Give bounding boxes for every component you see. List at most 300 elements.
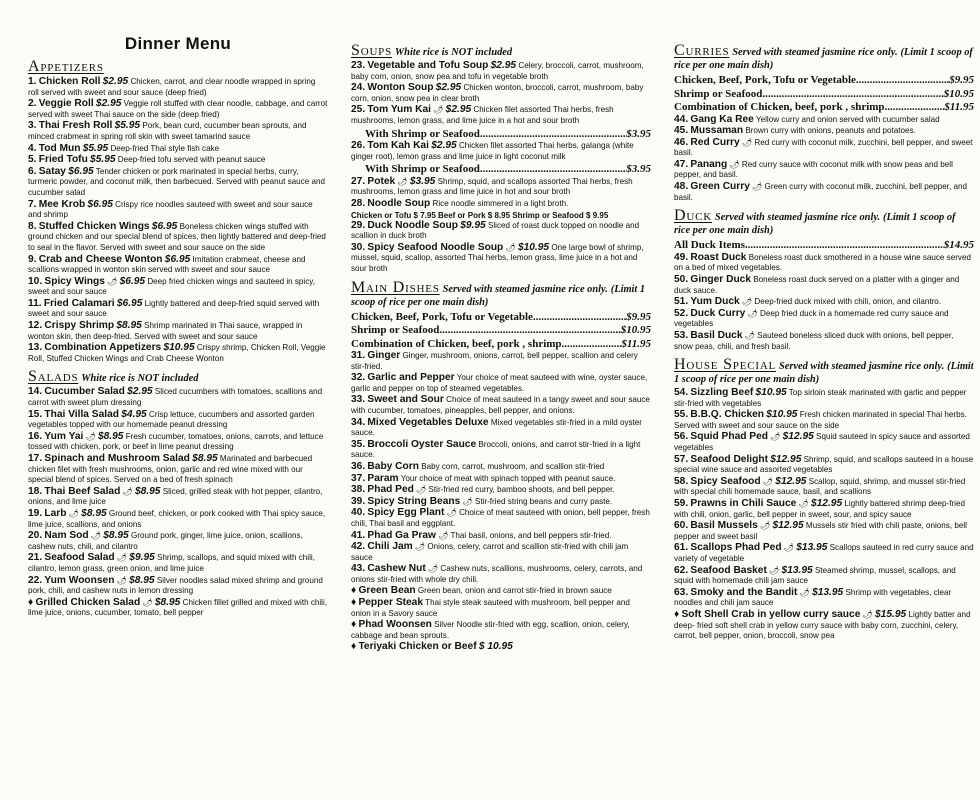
chili-pepper-icon: 🌶︎ (416, 485, 427, 495)
menu-item (674, 588, 974, 609)
item-number: 63. (674, 586, 689, 598)
item-description: Veggie roll stuffed with clear noodle, cabbage, and carrot served with sweet Thai sauce on the side (deep fried) (28, 99, 328, 119)
item-price: $5.95 (114, 120, 141, 132)
price-row-price: $14.95 (943, 239, 974, 252)
menu-item (351, 418, 651, 439)
item-number: 27. (351, 175, 366, 187)
section-heading: House Special (674, 356, 777, 374)
item-description: Green curry with coconut milk, zucchini, bell pepper, and basil. (674, 182, 967, 202)
chili-pepper-icon: 🌶︎ (747, 308, 758, 318)
menu-item (28, 454, 328, 486)
item-number: 59. (674, 498, 689, 510)
price-row (674, 74, 974, 88)
item-name: Crispy Shrimp (44, 320, 115, 332)
menu-item (351, 199, 651, 210)
menu-item (674, 566, 974, 587)
item-name: Spicy Egg Plant (367, 507, 445, 519)
item-number: 28. (351, 197, 366, 209)
menu-item (674, 477, 974, 498)
item-name: Basil Mussels (690, 520, 758, 532)
item-description: Crispy shrimp, Chicken Roll, Veggie Roll, Stuffed Chicken Wings and Crab Cheese Wonton (28, 343, 326, 363)
menu-item (674, 138, 974, 159)
item-description: Sliced cucumbers with tomatoes, scallions and carrot with sweet plum dressing (28, 387, 323, 408)
item-number: 44. (674, 113, 689, 125)
section-note: White rice is NOT included (81, 373, 199, 385)
item-price: $10.95 (755, 387, 787, 399)
item-description: Lightly battered shrimp deep-fried with chili, onion, garlic, bell pepper in sweet, sour, and spicy sauce (674, 499, 965, 519)
item-name: Vegetable and Tofu Soup (367, 60, 489, 71)
menu-item (674, 182, 974, 203)
item-price: $8.95 (129, 574, 155, 586)
item-description: Tender chicken or pork marinated in special herbs, curry, turmeric powder, and coconut milk, then barbecued. Served with peanut sauce and cucumber salad (28, 166, 325, 197)
item-price: $6.95 (87, 198, 113, 210)
item-name: Seafood Delight (690, 453, 768, 465)
price-row (674, 88, 974, 102)
menu-item (674, 160, 974, 181)
item-name: Soft Shell Crab in yellow curry sauce (681, 608, 861, 620)
item-number: 31. (351, 350, 366, 361)
menu-item (28, 576, 328, 597)
menu-item (351, 485, 651, 496)
item-description: Pork, bean curd, cucumber bean sprouts, and minced crabmeat in spring roll skin with sweet tamarind sauce (28, 121, 307, 141)
item-name: Seafood Basket (690, 564, 767, 576)
item-number: 8. (28, 220, 37, 232)
item-number: 60. (674, 520, 689, 532)
section-appetizers (28, 60, 328, 364)
section-note: Served with steamed jasmine rice only. (732, 47, 898, 58)
item-description: Deep-fried duck mixed with chili, onion, and cilantro. (754, 297, 942, 307)
item-description: Deep-fried tofu served with peanut sauce (117, 155, 266, 165)
menu-item (28, 155, 328, 166)
dot-leader (439, 324, 620, 338)
item-description: Steamed shrimp, mussel, scallops, and squid with homemade chili jam sauce (674, 565, 956, 586)
item-name: Ginger (367, 350, 401, 361)
item-name: Yum Woonsen (44, 574, 115, 586)
item-number: 5. (28, 154, 37, 166)
chili-pepper-icon: 🌶︎ (397, 176, 408, 186)
section-heading: Salads (28, 368, 79, 386)
item-price: $8.95 (134, 485, 161, 497)
item-name: Wonton Soup (367, 82, 434, 94)
item-number: 49. (674, 251, 689, 263)
item-price: $12.95 (810, 498, 843, 510)
item-name: Param (367, 472, 399, 484)
item-price: $12.95 (775, 475, 807, 487)
menu-item (674, 432, 974, 453)
page-title: Dinner Menu (124, 34, 232, 53)
price-list (351, 311, 651, 352)
menu-item (674, 455, 974, 476)
menu-item (351, 373, 651, 394)
menu-item (674, 309, 974, 330)
item-description: Scallop, squid, shrimp, and mussel stir-fried with special chili homemade sauce, basil, and scallions (674, 476, 966, 497)
item-name: Roast Duck (690, 251, 747, 263)
item-description: Chicken, carrot, and clear noodle wrapped in spring roll served with sweet and sour sauce (deep fried) (28, 77, 316, 97)
item-number: ♦ (351, 597, 357, 609)
item-price: $13.95 (781, 564, 813, 576)
menu-item (28, 531, 328, 552)
menu-item (351, 83, 651, 104)
item-number: 41. (351, 529, 366, 541)
price-row-price: $11.95 (621, 337, 651, 350)
item-number: 52. (674, 307, 689, 319)
item-price: $8.95 (154, 596, 181, 608)
item-name: Baby Corn (367, 460, 419, 472)
item-number: 13. (28, 342, 43, 354)
item-price: $6.95 (116, 297, 143, 309)
chili-pepper-icon: 🌶︎ (729, 159, 740, 169)
item-name: Potek (367, 175, 396, 187)
item-name: Yum Yai (44, 430, 84, 442)
menu-item (351, 61, 651, 82)
menu-column-1 (28, 0, 328, 800)
item-name: Panang (690, 158, 728, 170)
dot-leader (480, 163, 626, 177)
chili-pepper-icon: 🌶︎ (438, 530, 449, 540)
menu-item (351, 497, 651, 508)
dot-leader (745, 239, 944, 253)
item-number: ♦ (674, 608, 680, 620)
menu-item (28, 598, 328, 619)
item-number: 56. (674, 431, 689, 443)
chili-pepper-icon: 🌶︎ (414, 542, 426, 552)
section-heading: Duck (674, 207, 712, 225)
menu-column-3 (674, 0, 974, 800)
item-number: 25. (351, 104, 366, 116)
item-name: Ginger Duck (690, 273, 751, 285)
item-description: Ground pork, ginger, lime juice, onion, scallions, cashew nuts, chili, and cilantro (28, 531, 303, 551)
menu-item (674, 331, 974, 352)
chili-pepper-icon: 🌶︎ (769, 565, 780, 575)
item-number: 33. (351, 394, 366, 406)
item-description: Mussels stir fried with chili paste, onions, bell pepper and sweet basil (674, 521, 967, 541)
item-name: Tom Yum Kai (367, 104, 432, 116)
menu-item (674, 521, 974, 542)
item-description: Silver Noodle stir-fried with egg, scallion, onion, celery, cabbage and bean sprouts. (351, 620, 630, 640)
item-price: $10.95 (517, 241, 550, 253)
menu-item (351, 508, 651, 529)
item-name: Spicy Seafood Noodle Soup (367, 241, 504, 253)
item-description: Marinated and barbecued chicken filet with fresh mushrooms, onion, garlic and red wine mixed with our special blend of spices. Served on a bed of fresh spinach (28, 454, 313, 485)
item-price: $6.95 (68, 165, 94, 177)
menu-item (351, 105, 651, 126)
menu-item (351, 642, 651, 653)
item-name: Spicy String Beans (367, 495, 461, 507)
item-number: 11. (28, 297, 42, 309)
menu-item (674, 297, 974, 308)
item-description: Sauteed boneless sliced duck with onions, bell pepper, snow peas, chili, and fresh basil. (674, 330, 954, 351)
item-description: Chicken fillet grilled and mixed with chili, lime juice, onions, cucumber, tomato, bell pepper (28, 597, 328, 618)
item-number: 24. (351, 82, 366, 94)
item-list (28, 77, 328, 364)
price-row-label: Chicken, Beef, Pork, Tofu or Vegetable (351, 310, 533, 323)
chili-pepper-icon: 🌶︎ (505, 242, 516, 252)
item-price: $6.95 (119, 275, 146, 287)
section-note: Served with steamed jasmine rice only. (442, 283, 608, 295)
item-number: 51. (674, 296, 689, 308)
item-name: Cashew Nut (367, 563, 426, 575)
item-number: 36. (351, 460, 366, 472)
item-name: Smoky and the Bandit (690, 586, 798, 598)
menu-item (28, 321, 328, 342)
menu-item (351, 141, 651, 162)
item-name: Chili Jam (367, 541, 413, 553)
chili-pepper-icon: 🌶︎ (760, 521, 771, 531)
menu-item (351, 221, 651, 242)
item-number: 39. (351, 495, 366, 507)
item-name: Thai Fresh Roll (38, 120, 113, 132)
item-number: 17. (28, 453, 43, 464)
item-price: $3.95 (409, 175, 436, 187)
chili-pepper-icon: 🌶︎ (116, 575, 127, 585)
menu-item (351, 531, 651, 542)
item-description: Choice of meat sauteed with onion, bell pepper, fresh chili, Thai basil and eggplant. (351, 508, 650, 528)
item-number: 43. (351, 563, 366, 575)
item-number: 12. (28, 320, 43, 332)
menu-item (351, 462, 651, 473)
item-name: Grilled Chicken Salad (35, 596, 141, 608)
chili-pepper-icon: 🌶︎ (770, 432, 781, 442)
item-name: Spicy Wings (44, 275, 105, 287)
section-curries (674, 44, 974, 203)
section-soups (351, 44, 651, 275)
item-name: Tom Kah Kai (367, 140, 429, 152)
item-name: Phad Ped (367, 484, 414, 496)
chili-pepper-icon: 🌶︎ (798, 499, 809, 509)
item-description: Imitation crabmeat, cheese and scallions wrapped in wonton skin served with sweet and sour sauce (28, 254, 306, 275)
chili-pepper-icon: 🌶︎ (142, 597, 153, 607)
item-sub-option (351, 163, 651, 177)
menu-item (28, 144, 328, 155)
item-number: 54. (674, 387, 689, 399)
item-number: ♦ (28, 596, 34, 608)
section-note-limit: (Limit 1 scoop of rice per one main dish) (674, 47, 973, 71)
price-row-price: $9.95 (949, 74, 974, 86)
section-note: White rice is NOT included (394, 47, 513, 58)
item-price: $10.95 (766, 409, 798, 421)
menu-item (28, 343, 328, 364)
chili-pepper-icon: 🌶︎ (799, 587, 810, 597)
chili-pepper-icon: 🌶︎ (116, 553, 128, 563)
price-row-label: Combination of Chicken, beef, pork , shrimp (351, 337, 562, 350)
item-number: 20. (28, 530, 43, 542)
menu-item (28, 299, 328, 320)
menu-item (674, 275, 974, 296)
item-number: 15. (28, 408, 43, 420)
chili-pepper-icon: 🌶︎ (107, 276, 118, 286)
item-description: Celery, broccoli, carrot, mushroom, baby corn, onion, snow pea and tofu in vegetable broth (351, 61, 644, 81)
menu-item (674, 253, 974, 274)
section-note: Served with steamed jasmine rice only. (778, 361, 945, 373)
item-description: Chicken wonton, broccoli, carrot, mushroom, baby corn, onion, snow pea in clear broth (351, 83, 644, 103)
item-name: Duck Noodle Soup (367, 219, 458, 231)
price-row-label: Chicken, Beef, Pork, Tofu or Vegetable (674, 74, 856, 86)
item-sub-option (351, 128, 651, 142)
price-row (674, 101, 974, 115)
price-row-label: Combination of Chicken, beef, pork , shrimp (674, 101, 885, 113)
item-description: Scallops sauteed in red curry sauce and variety of vegetable (674, 543, 974, 563)
item-number: 61. (674, 542, 689, 554)
item-name: Fried Calamari (43, 297, 115, 309)
item-number: 57. (674, 453, 689, 465)
item-number: ♦ (351, 619, 357, 631)
item-price: $6.95 (151, 220, 178, 232)
item-description: Cashew nuts, scallions, mushrooms, celery, carrots, and onions stir-fried with whole dry chili. (351, 564, 643, 584)
price-row-label: Shrimp or Seafood (351, 324, 440, 336)
section-heading: Main Dishes (351, 278, 440, 296)
item-description: Shrimp, squid, and scallops assorted Thai herbs, fresh mushrooms, lemon grass and lime juice in hot and sour broth (351, 176, 633, 197)
price-row (351, 324, 651, 338)
section-heading: Soups (351, 42, 393, 59)
item-name: Thai Villa Salad (44, 408, 119, 420)
item-price: $12.95 (782, 431, 814, 443)
item-number: 45. (674, 125, 689, 137)
chili-pepper-icon: 🌶︎ (85, 431, 96, 441)
item-name: Mixed Vegetables Deluxe (367, 416, 489, 428)
price-row-label: Shrimp or Seafood (674, 87, 763, 100)
item-description: Fresh cucumber, tomatoes, onions, carrots, and lettuce tossed with chicken, pork, or beef in lime peanut dressing (28, 431, 324, 452)
item-number: 58. (674, 475, 689, 487)
section-heading: Curries (674, 42, 730, 59)
chili-pepper-icon: 🌶︎ (762, 476, 774, 486)
item-price: $6.95 (164, 253, 191, 265)
item-price: $10.95 (163, 342, 195, 354)
item-price: $8.95 (116, 320, 142, 332)
section-duck (674, 209, 974, 352)
item-number: 50. (674, 273, 689, 285)
item-number: 40. (351, 507, 366, 519)
item-name: Sweet and Sour (367, 394, 444, 406)
item-name: Squid Phad Ped (690, 431, 768, 443)
item-description: Boneless chicken wings stuffed with ground chicken and our special blend of spices, then lightly battered and deep-fried to seal in the flavor. Served with sweet and sour sauce on the side (28, 221, 326, 252)
item-price: $2.95 (127, 386, 153, 398)
sub-option-label: With Shrimp or Seafood (365, 163, 480, 176)
item-name: Satay (38, 165, 66, 177)
item-description: Rice noodle simmered in a light broth. (432, 198, 569, 208)
menu-item (674, 126, 974, 137)
chili-pepper-icon: 🌶︎ (90, 531, 101, 541)
item-description: Your choice of meat sauteed with wine, oyster sauce, garlic and pepper on top of steamed vegetables. (351, 373, 648, 393)
menu-item (351, 243, 651, 275)
item-number: 21. (28, 552, 43, 564)
item-price-options: Chicken or Tofu $ 7.95 Beef or Pork $ 8.95 Shrimp or Seafood $ 9.95 (351, 210, 609, 220)
item-list (674, 253, 974, 352)
price-row-price: $9.95 (626, 310, 651, 323)
item-description: Shrimp, squid, and scallops sauteed in a house special wine sauce and assorted vegetables (674, 454, 974, 475)
item-name: Stuffed Chicken Wings (38, 220, 150, 232)
item-number: ♦ (351, 585, 357, 597)
price-row-price: $11.95 (944, 101, 974, 113)
menu-item (674, 410, 974, 431)
menu-item (28, 99, 328, 120)
item-number: 6. (28, 165, 37, 177)
item-price: $8.95 (103, 530, 129, 542)
menu-item (674, 499, 974, 520)
item-name: Sizzling Beef (690, 387, 754, 399)
menu-item (28, 432, 328, 453)
item-name: Phad Ga Praw (367, 529, 436, 541)
item-name: B.B.Q. Chicken (690, 409, 765, 421)
section-house-special (674, 358, 974, 642)
item-number: 2. (28, 98, 37, 110)
menu-item (351, 395, 651, 416)
menu-item (28, 410, 328, 431)
item-description: Lightly batter and deep- fried soft shell crab in yellow curry sauce with baby corn, zucchini, celery, carrot, bell pepper, onion, broccoli, snow pea (674, 609, 971, 641)
item-price: $2.95 (490, 60, 517, 71)
menu-item (351, 542, 651, 563)
item-description: Boneless roast duck served on a platter with a ginger and duck sauce. (674, 274, 960, 295)
item-price: $2.95 (95, 98, 122, 110)
item-number: 22. (28, 574, 43, 586)
item-description: Deep fried duck in a homemade red curry sauce and vegetables (674, 308, 949, 329)
item-description: Your choice of meat with spinach topped with peanut sauce. (400, 473, 616, 483)
section-note: Served with steamed jasmine rice only. (714, 212, 881, 224)
menu-item (351, 351, 651, 372)
sub-option-price: $3.95 (626, 127, 651, 140)
menu-item (351, 474, 651, 485)
menu-item (351, 177, 651, 198)
item-price: $8.95 (81, 507, 107, 519)
item-price: $2.95 (102, 76, 129, 87)
item-price: $2.95 (431, 140, 457, 152)
item-name: Green Curry (690, 181, 750, 193)
item-description: Deep-fried Thai style fish cake (110, 143, 220, 153)
item-price: $2.95 (445, 104, 472, 116)
item-number: 14. (28, 386, 43, 398)
item-number: 30. (351, 241, 366, 253)
price-list (674, 239, 974, 253)
item-name: Yum Duck (690, 296, 740, 308)
item-number: 46. (674, 136, 689, 148)
menu-item (351, 620, 651, 641)
item-description: Shrimp, scallops, and squid mixed with chili, cilantro, lemon grass, green onion, and lime juice (28, 553, 315, 573)
dot-leader (885, 101, 945, 115)
item-description: Chicken filet assorted Thai herbs, fresh mushrooms, lemon grass, and lime juice in a hot and sour broth (351, 105, 614, 125)
item-price: $5.95 (90, 154, 116, 166)
item-description: Onions, celery, carrot and scallion stir-fried with chili jam sauce (351, 542, 629, 562)
item-name: Garlic and Pepper (367, 372, 455, 384)
item-list (351, 61, 651, 275)
menu-item (674, 388, 974, 409)
item-description: Silver noodles salad mixed shrimp and ground pork, chili, and cashew nuts in lemon dressing (28, 575, 323, 596)
item-name: Noodle Soup (367, 197, 431, 209)
item-number: 34. (351, 416, 366, 428)
item-name: Gang Ka Ree (690, 113, 754, 125)
item-price: $9.95 (460, 219, 486, 231)
item-name: Mee Krob (38, 198, 86, 210)
dot-leader (762, 88, 943, 102)
item-number: 42. (351, 541, 366, 553)
item-description: Ground beef, chicken, or pork cooked with Thai spicy sauce, lime juice, scallions, and onions (28, 508, 326, 529)
item-number: 16. (28, 430, 43, 442)
item-name: Prawns in Chili Sauce (690, 498, 797, 510)
chili-pepper-icon: 🌶︎ (752, 182, 763, 192)
item-description: Yellow curry and onion served with cucumber salad (755, 114, 940, 124)
dot-leader (856, 74, 949, 88)
item-number: 7. (28, 198, 37, 210)
sub-option-price: $3.95 (626, 163, 651, 176)
item-name: Combination Appetizers (44, 342, 162, 354)
item-number: 48. (674, 181, 689, 193)
item-description: Sliced, grilled steak with hot pepper, cilantro, onions, and lime juice (28, 486, 323, 507)
section-main-dishes (351, 278, 651, 654)
item-price: $13.95 (796, 542, 828, 554)
item-list (674, 115, 974, 204)
section-salads (28, 370, 328, 618)
item-name: Tod Mun (38, 142, 81, 154)
item-price: $9.95 (129, 552, 155, 564)
item-number: 47. (674, 158, 689, 170)
